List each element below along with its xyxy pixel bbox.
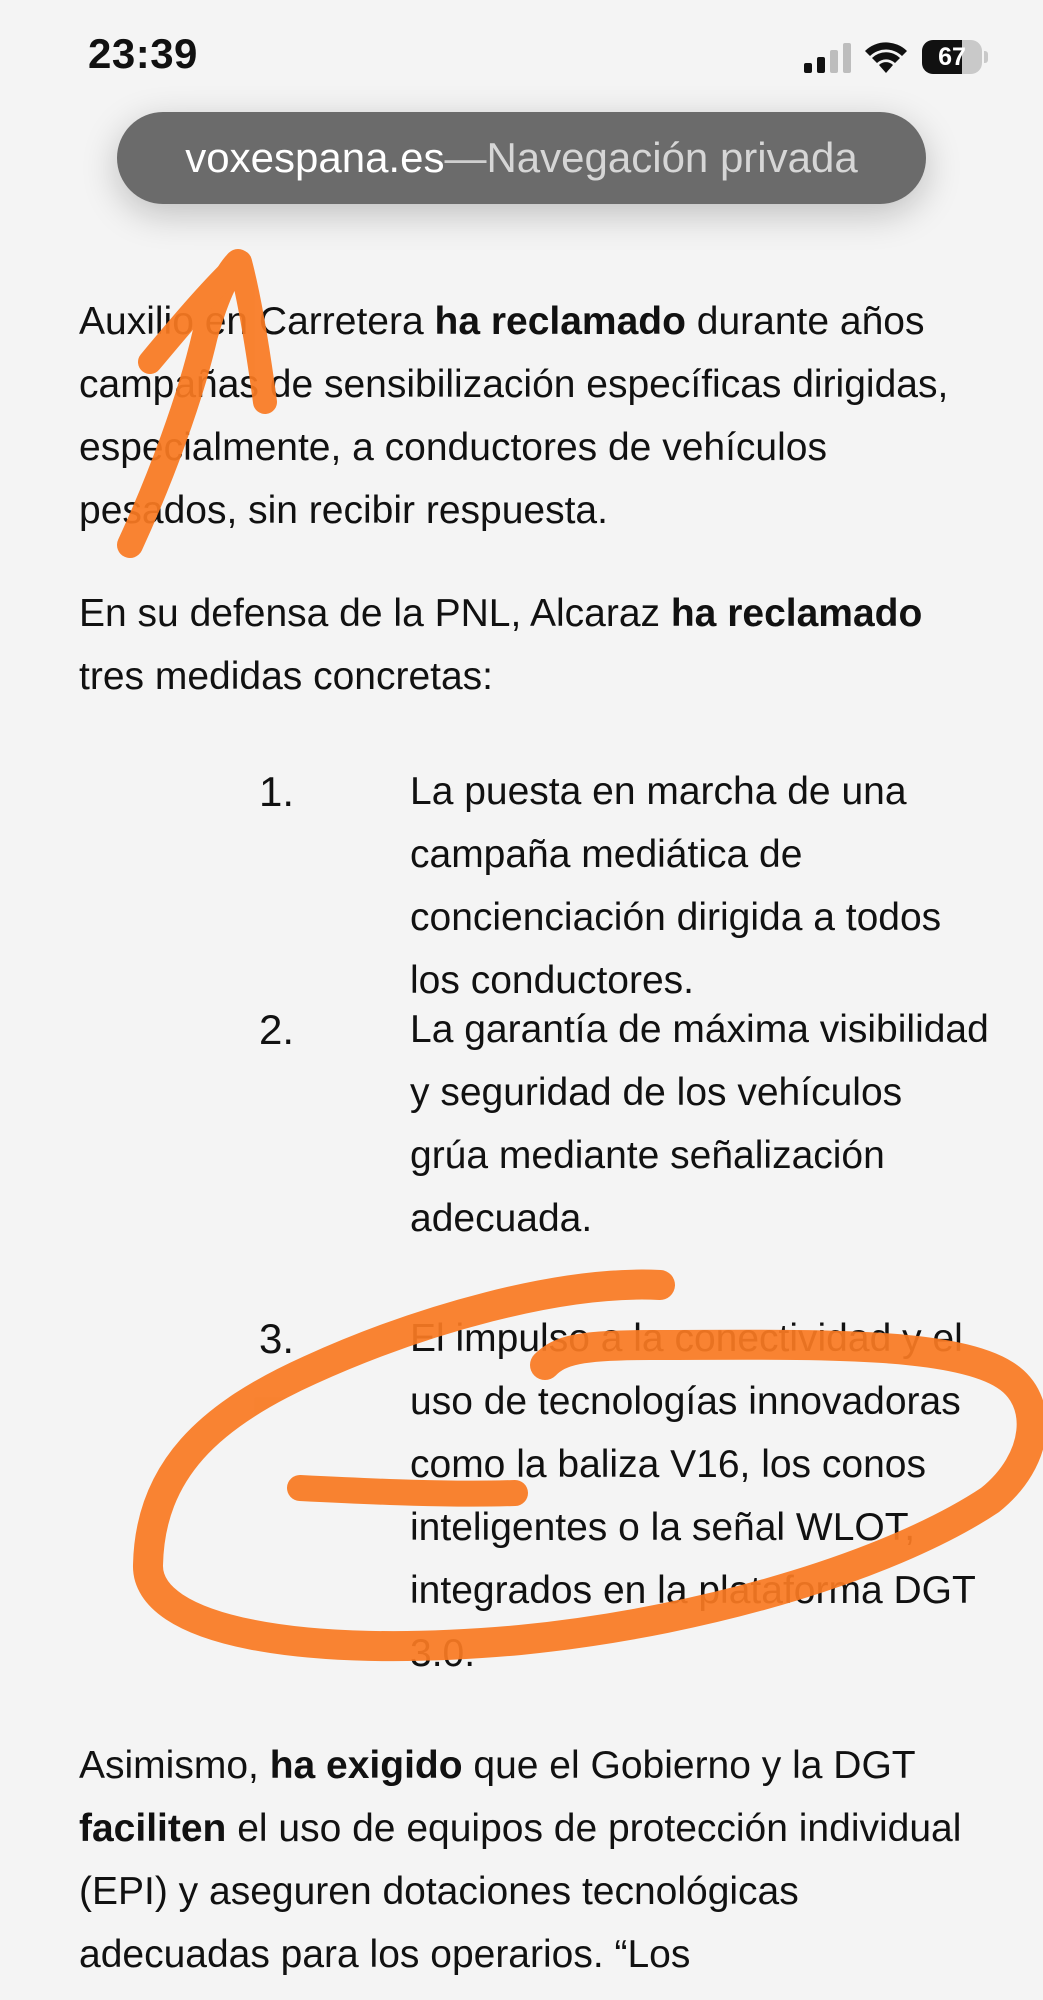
bold-text: ha reclamado	[434, 300, 686, 343]
list-text: La garantía de máxima visibilidad y seguridad de los vehículos grúa mediante señalización adecuada.	[410, 1008, 989, 1240]
battery-indicator	[922, 40, 988, 74]
text: Asimismo,	[79, 1744, 270, 1787]
text: Auxilio en Carretera	[79, 300, 435, 343]
battery-level: 67	[938, 43, 966, 71]
battery-cap	[984, 51, 988, 63]
url-separator: —	[444, 134, 487, 181]
list-text: El impulso a la conectividad y el uso de tecnologías innovadoras como la baliza V16, los conos inteligentes o la señal WLOT, integrados en la plataforma DGT 3.0.	[410, 1317, 976, 1675]
text: tres medidas concretas:	[79, 655, 494, 698]
text: durante años campañas de sensibilización específicas dirigidas, especialmente, a conductores de vehículos pesados, sin recibir respuesta.	[79, 300, 949, 532]
cellular-signal-icon	[802, 43, 852, 73]
wifi-icon	[862, 40, 910, 74]
url-domain: voxespana.es	[185, 134, 445, 181]
address-bar[interactable]	[117, 112, 926, 204]
battery-icon	[922, 40, 982, 74]
text: En su defensa de la PNL, Alcaraz	[79, 592, 671, 635]
bold-text: faciliten	[79, 1807, 227, 1850]
private-browsing-label: Navegación privada	[486, 134, 858, 181]
paragraph-1	[79, 290, 979, 542]
bold-text: ha reclamado	[670, 592, 923, 635]
status-bar	[0, 0, 1043, 110]
bold-text: ha exigido	[269, 1744, 463, 1787]
text: que el Gobierno y la DGT	[462, 1744, 915, 1787]
list-text: La puesta en marcha de una campaña mediática de concienciación dirigida a todos los conductores.	[410, 770, 942, 1002]
paragraph-2	[79, 582, 979, 708]
text: el uso de equipos de protección individual (EPI) y aseguren dotaciones tecnológicas adecuadas para los operarios. “Los	[79, 1807, 962, 1976]
list-number: 1.	[259, 768, 295, 815]
list-number: 2.	[259, 1006, 295, 1053]
list-number: 3.	[259, 1315, 295, 1362]
paragraph-4	[79, 1734, 979, 1986]
status-time: 23:39	[88, 30, 198, 77]
